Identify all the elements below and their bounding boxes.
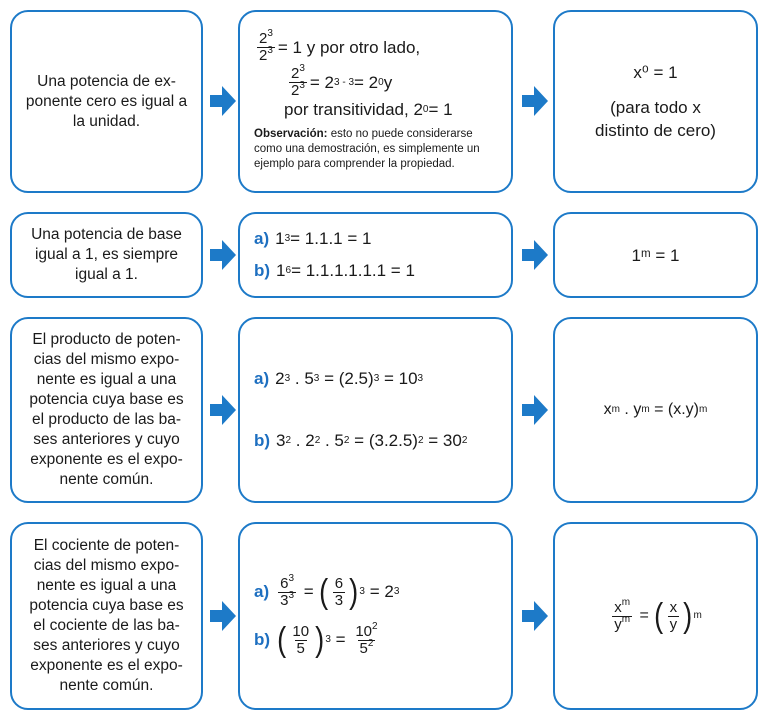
example-line: b) 1 6 = 1.1.1.1.1.1 = 1: [254, 261, 415, 280]
item-label: b): [254, 261, 271, 280]
example-line: por transitividad, 2 0 = 1: [284, 100, 453, 119]
formula-note: (para todo x distinto de cero): [595, 98, 716, 140]
rule-text: El producto de poten-cias del mismo expo-nente es igual a una potencia cuya base es el producto de las ba-ses anteriores y cuyo exponente es el expo-nente común.: [29, 331, 184, 488]
example-line: b) 3 2 . 2 2 . 5 2 = (3.2.5) 2 = 30 2: [254, 431, 468, 450]
example-line: a) 1 3 = 1.1.1 = 1: [254, 229, 372, 248]
rule-text: Una potencia de base igual a 1, es siempre igual a 1.: [31, 226, 182, 283]
formula-box-base-one: [553, 212, 758, 298]
example-text: = 1: [428, 100, 453, 119]
formula-main: $\frac{x^m}{y^m}$ = ( $\frac{x}{y}$ ) m: [614, 596, 702, 635]
formula-main: 1ᵐ = 1: [631, 245, 680, 265]
item-label: b): [254, 431, 271, 450]
example-text: = 1 y por otro lado,: [277, 37, 421, 57]
example-box-zero-exponent: [238, 10, 513, 193]
observation-note: [254, 127, 497, 172]
example-text: = 2: [354, 72, 379, 92]
item-label: a): [254, 582, 270, 601]
example-text: = 1.1.1.1.1.1 = 1: [291, 261, 415, 280]
fraction: $\frac{x^m}{y^m}$: [614, 596, 631, 633]
example-line: $\frac{2^3}{2^3}$ = 2 3 - 3 = 2 0 y: [291, 63, 393, 99]
example-text: = 1.1.1 = 1: [290, 229, 372, 248]
item-label: b): [254, 630, 271, 649]
formula-main: x m . y m = (x.y) m: [603, 401, 708, 418]
example-text: por transitividad, 2: [284, 100, 423, 119]
arrow-right-icon: [522, 240, 548, 270]
example-text: y: [383, 72, 393, 92]
fraction: $\frac{6}{3}$: [334, 574, 344, 609]
formula-box-product: [553, 317, 758, 503]
observation-text: esto no puede considerarse como una demostración, es simplemente un ejemplo para comprender la propiedad.: [254, 128, 480, 170]
example-box-base-one: [238, 212, 513, 298]
formula-box-quotient: [553, 522, 758, 710]
fraction: $\frac{10}{5}$: [292, 622, 310, 657]
fraction: $\frac{2^3}{2^3}$: [259, 28, 273, 64]
example-box-quotient: [238, 522, 513, 710]
fraction: $\frac{10^2}{5^2}$: [355, 620, 378, 657]
arrow-right-icon: [210, 240, 236, 270]
arrow-right-icon: [210, 395, 236, 425]
arrow-right-icon: [210, 86, 236, 116]
example-line: b) ( $\frac{10}{5}$ ) 3 = $\frac{10^2}{5^2}$: [254, 620, 378, 659]
rule-text: El cociente de poten-cias del mismo expo-nente es igual a una potencia cuya base es el cociente de las ba-ses anteriores y cuyo exponente es el expo-nente común.: [29, 537, 184, 694]
rule-box-base-one: [10, 212, 203, 298]
fraction: $\frac{x}{y}$: [669, 598, 678, 633]
fraction: $\frac{2^3}{2^3}$: [291, 63, 305, 99]
example-box-product: [238, 317, 513, 503]
example-text: = 2: [309, 72, 335, 92]
item-label: a): [254, 369, 270, 388]
item-label: a): [254, 229, 270, 248]
arrow-right-icon: [522, 601, 548, 631]
example-line: [254, 28, 421, 64]
rule-box-quotient: [10, 522, 203, 710]
rule-text: Una potencia de ex-ponente cero es igual a la unidad.: [25, 72, 188, 130]
arrow-right-icon: [522, 395, 548, 425]
formula-main: x⁰ = 1: [633, 63, 678, 82]
rule-box-product: [10, 317, 203, 503]
observation-label: Observación:: [254, 128, 328, 140]
fraction: $\frac{6^3}{3^3}$: [280, 572, 295, 609]
example-line: a) 2 3 . 5 3 = (2.5) 3 = 10 3: [254, 369, 424, 388]
arrow-right-icon: [522, 86, 548, 116]
rule-box-zero-exponent: [10, 10, 203, 193]
arrow-right-icon: [210, 601, 236, 631]
example-line: a) $\frac{6^3}{3^3}$ = ( $\frac{6}{3}$ ) 3 = 2 3: [254, 572, 400, 611]
formula-box-zero-exponent: [553, 10, 758, 193]
